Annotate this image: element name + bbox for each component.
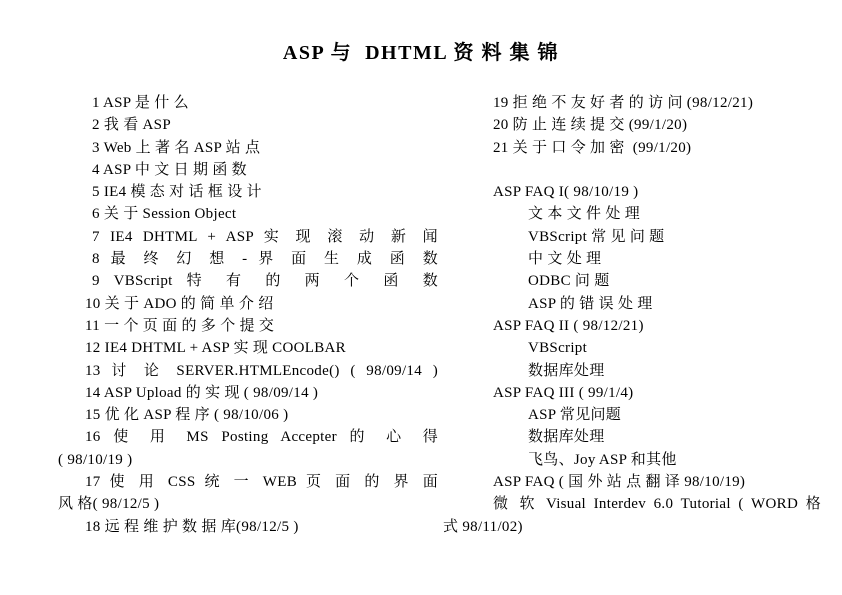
toc-item-20: 20 防 止 连 续 提 交 (99/1/20)	[493, 117, 688, 134]
toc-item-11: 11 一 个 页 面 的 多 个 提 交	[85, 317, 275, 334]
left-column	[58, 92, 438, 538]
right-column	[443, 92, 821, 538]
faq3-sub-asp-common: ASP 常见问题	[528, 407, 622, 424]
item-interdev-tutorial: 微 软 Visual Interdev 6.0 Tutorial ( WORD 格	[493, 496, 821, 513]
toc-item-13: 13 讨 论 SERVER.HTMLEncode() ( 98/09/14 )	[85, 362, 438, 379]
toc-item-2: 2 我 看 ASP	[92, 117, 171, 134]
faq3-sub-joyasp: 飞鸟、Joy ASP 和其他	[528, 451, 677, 468]
blank-line	[443, 159, 821, 181]
toc-item-16: 16 使 用 MS Posting Accepter 的 心 得	[85, 429, 438, 446]
toc-item-18: 18 远 程 维 护 数 据 库(98/12/5 )	[85, 518, 299, 535]
faq1-sub-vbscript: VBScript 常 见 问 题	[528, 228, 665, 245]
toc-item-19: 19 拒 绝 不 友 好 者 的 访 问 (98/12/21)	[493, 95, 754, 111]
toc-item-17: 17 使 用 CSS 统 一 WEB 页 面 的 界 面	[85, 474, 438, 491]
toc-item-7: 7 IE4 DHTML + ASP 实 现 滚 动 新 闻	[92, 228, 438, 245]
toc-item-5: 5 IE4 模 态 对 话 框 设 计	[92, 184, 262, 201]
faq3-sub-database: 数据库处理	[528, 429, 605, 446]
section-asp-faq-foreign: ASP FAQ ( 国 外 站 点 翻 译 98/10/19)	[493, 474, 746, 491]
faq1-sub-odbc: ODBC 问 题	[528, 273, 610, 290]
toc-item-16-wrap: ( 98/10/19 )	[58, 451, 133, 468]
section-asp-faq-3: ASP FAQ III ( 99/1/4)	[493, 384, 634, 401]
toc-item-10: 10 关 于 ADO 的 简 单 介 绍	[85, 295, 274, 312]
toc-item-4: 4 ASP 中 文 日 期 函 数	[92, 161, 247, 178]
toc-item-8: 8 最 终 幻 想 - 界 面 生 成 函 数	[92, 251, 438, 268]
toc-item-15: 15 优 化 ASP 程 序 ( 98/10/06 )	[85, 407, 289, 424]
faq1-sub-text-files: 文 本 文 件 处 理	[528, 206, 641, 223]
toc-item-14: 14 ASP Upload 的 实 现 ( 98/09/14 )	[85, 384, 319, 401]
section-asp-faq-2: ASP FAQ II ( 98/12/21)	[493, 317, 644, 334]
faq1-sub-asp-errors: ASP 的 错 误 处 理	[528, 295, 653, 312]
toc-item-3: 3 Web 上 著 名 ASP 站 点	[92, 139, 261, 156]
toc-item-21: 21 关 于 口 令 加 密 (99/1/20)	[493, 139, 692, 156]
faq2-sub-vbscript: VBScript	[528, 340, 588, 357]
faq1-sub-chinese: 中 文 处 理	[528, 251, 602, 268]
toc-item-1: 1 ASP 是 什 么	[92, 95, 189, 111]
toc-item-9: 9 VBScript 特 有 的 两 个 函 数	[92, 273, 438, 290]
item-interdev-tutorial-wrap: 式 98/11/02)	[443, 518, 523, 535]
page-title: ASP 与 DHTML 资 料 集 锦	[282, 42, 560, 64]
toc-item-6: 6 关 于 Session Object	[92, 206, 237, 223]
toc-item-12: 12 IE4 DHTML + ASP 实 现 COOLBAR	[85, 340, 346, 357]
faq2-sub-database: 数据库处理	[528, 362, 605, 379]
section-asp-faq-1: ASP FAQ I( 98/10/19 )	[493, 184, 639, 201]
toc-item-17-wrap: 风 格( 98/12/5 )	[58, 496, 160, 513]
